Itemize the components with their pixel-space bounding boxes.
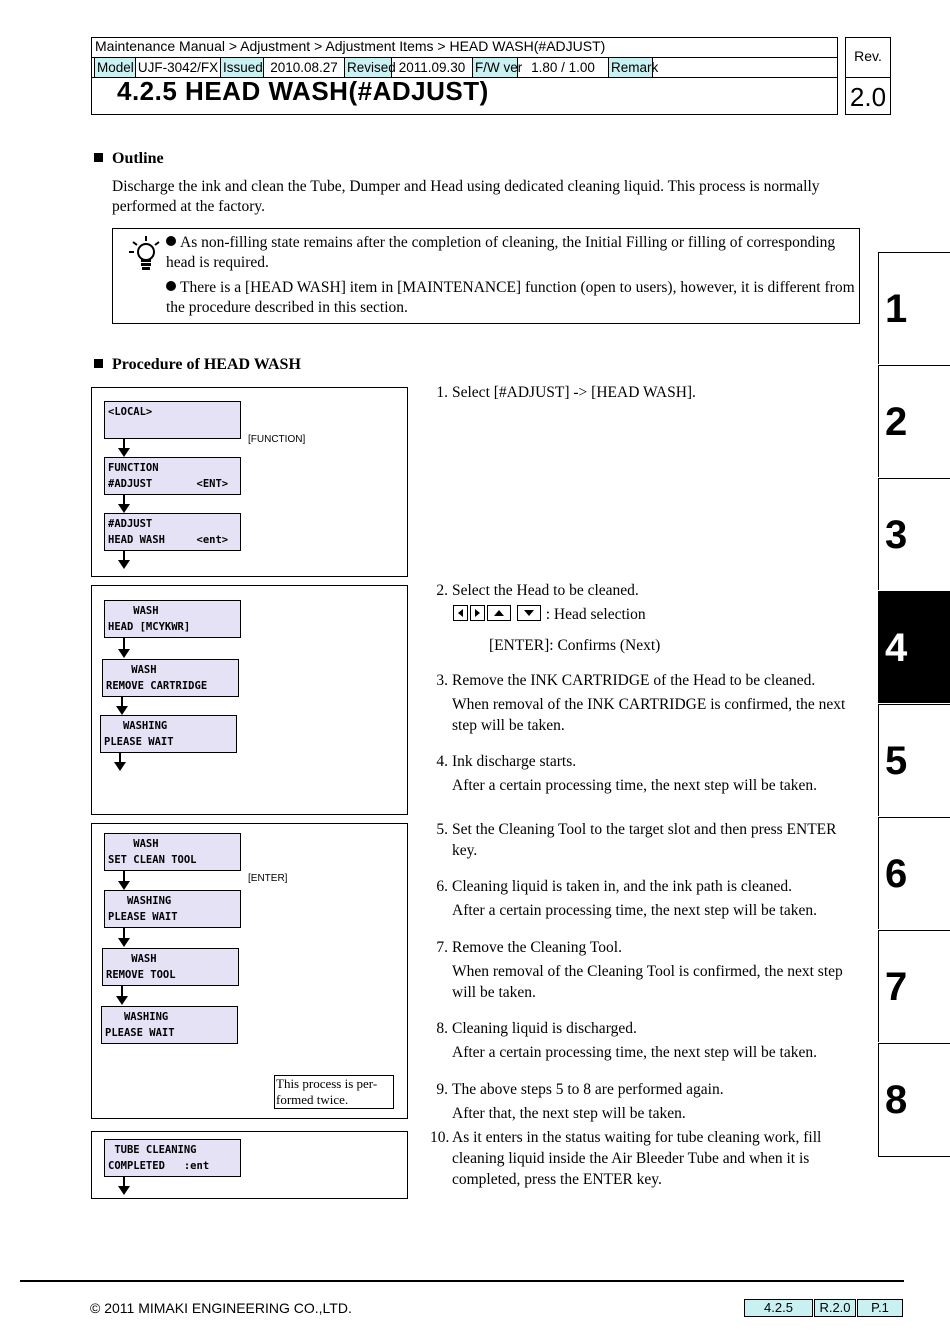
repeat-note: This process is per- formed twice. [274, 1075, 394, 1109]
lcd-screen: WASHING PLEASE WAIT [104, 890, 241, 928]
revision-label: Rev. [854, 48, 882, 64]
lcd-screen: WASH REMOVE TOOL [102, 948, 239, 986]
down-arrow-icon [116, 697, 128, 715]
bullet-icon [166, 236, 176, 246]
fw-version-label: F/W ver [472, 58, 518, 77]
chapter-tab-8[interactable]: 8 [878, 1043, 950, 1157]
down-arrow-icon [114, 753, 126, 771]
revision-divider [845, 77, 891, 78]
step-subtext: When removal of the INK CARTRIDGE is confirmed, the next step will be taken. [452, 696, 846, 734]
down-arrow-icon [118, 1177, 130, 1195]
footer-page: P.1 [857, 1299, 903, 1317]
revised-value: 2011.09.30 [398, 60, 466, 75]
step-subtext: After a certain processing time, the next step will be taken. [452, 1044, 817, 1061]
revised-label: Revised [344, 58, 392, 77]
left-key-icon [453, 605, 468, 621]
remark-label: Remark [608, 58, 653, 77]
lcd-screen: WASH REMOVE CARTRIDGE [102, 659, 239, 697]
outline-heading: Outline [94, 150, 164, 168]
lightbulb-icon [124, 234, 160, 276]
lcd-screen: #ADJUST HEAD WASH <ent> [104, 513, 241, 551]
step-subtext: When removal of the Cleaning Tool is confirmed, the next step will be taken. [452, 963, 843, 1001]
down-arrow-icon [118, 495, 130, 513]
fw-version-value: 1.80 / 1.00 [531, 60, 595, 75]
lcd-screen: WASH SET CLEAN TOOL [104, 833, 241, 871]
down-arrow-icon [116, 986, 128, 1005]
square-bullet-icon [94, 359, 103, 368]
bullet-icon [166, 281, 176, 291]
model-label: Model [94, 58, 136, 77]
lcd-screen: <LOCAL> [104, 401, 241, 439]
lcd-screen: WASH HEAD [MCYKWR] [104, 600, 241, 638]
step-subtext: After a certain processing time, the next step will be taken. [452, 902, 817, 919]
breadcrumb: Maintenance Manual > Adjustment > Adjustment Items > HEAD WASH(#ADJUST) [95, 38, 606, 54]
key-label: [FUNCTION] [248, 434, 306, 445]
footer-revision: R.2.0 [814, 1299, 856, 1317]
chapter-tab-3[interactable]: 3 [878, 478, 950, 590]
key-label: [ENTER] [248, 873, 288, 884]
issued-label: Issued [220, 58, 264, 77]
down-arrow-icon [118, 928, 130, 947]
procedure-heading: Procedure of HEAD WASH [94, 356, 301, 374]
up-key-icon [487, 605, 511, 621]
chapter-tab-5[interactable]: 5 [878, 704, 950, 816]
page-title: 4.2.5 HEAD WASH(#ADJUST) [117, 76, 489, 106]
down-arrow-icon [118, 638, 130, 658]
chapter-tab-2[interactable]: 2 [878, 365, 950, 477]
lcd-screen: WASHING PLEASE WAIT [101, 1006, 238, 1044]
copyright: © 2011 MIMAKI ENGINEERING CO.,LTD. [90, 1300, 352, 1316]
chapter-tab-7[interactable]: 7 [878, 930, 950, 1042]
step-subtext: After that, the next step will be taken. [452, 1105, 686, 1122]
revision-value: 2.0 [849, 82, 887, 112]
step-subtext: After a certain processing time, the next step will be taken. [452, 777, 817, 794]
footer-section: 4.2.5 [744, 1299, 813, 1317]
note-item: There is a [HEAD WASH] item in [MAINTENANCE] function (open to users), however, it is different from the procedure described in this section. [166, 279, 855, 316]
note-item: As non-filling state remains after the completion of cleaning, the Initial Filling or filling of corresponding head is required. [166, 234, 836, 271]
lcd-screen: WASHING PLEASE WAIT [100, 715, 237, 753]
step2-enter: [ENTER]: Confirms (Next) [489, 637, 661, 654]
chapter-tab-1[interactable]: 1 [878, 252, 950, 364]
square-bullet-icon [94, 153, 103, 162]
footer-divider [20, 1280, 904, 1282]
chapter-tab-6[interactable]: 6 [878, 817, 950, 929]
lcd-screen: TUBE CLEANING COMPLETED :ent [104, 1139, 241, 1177]
model-value: UJF-3042/FX [137, 60, 219, 75]
down-arrow-icon [118, 871, 130, 890]
down-arrow-icon [118, 551, 130, 569]
down-key-icon [517, 605, 541, 621]
lcd-screen: FUNCTION #ADJUST <ENT> [104, 457, 241, 495]
down-arrow-icon [118, 439, 130, 457]
issued-value: 2010.08.27 [270, 60, 338, 75]
step2-keys: : Head selection [452, 604, 646, 625]
right-key-icon [470, 605, 485, 621]
chapter-tab-4[interactable]: 4 [878, 591, 950, 703]
outline-text: Discharge the ink and clean the Tube, Dumper and Head using dedicated cleaning liquid. This process is normally performed at the factory. [112, 178, 820, 215]
